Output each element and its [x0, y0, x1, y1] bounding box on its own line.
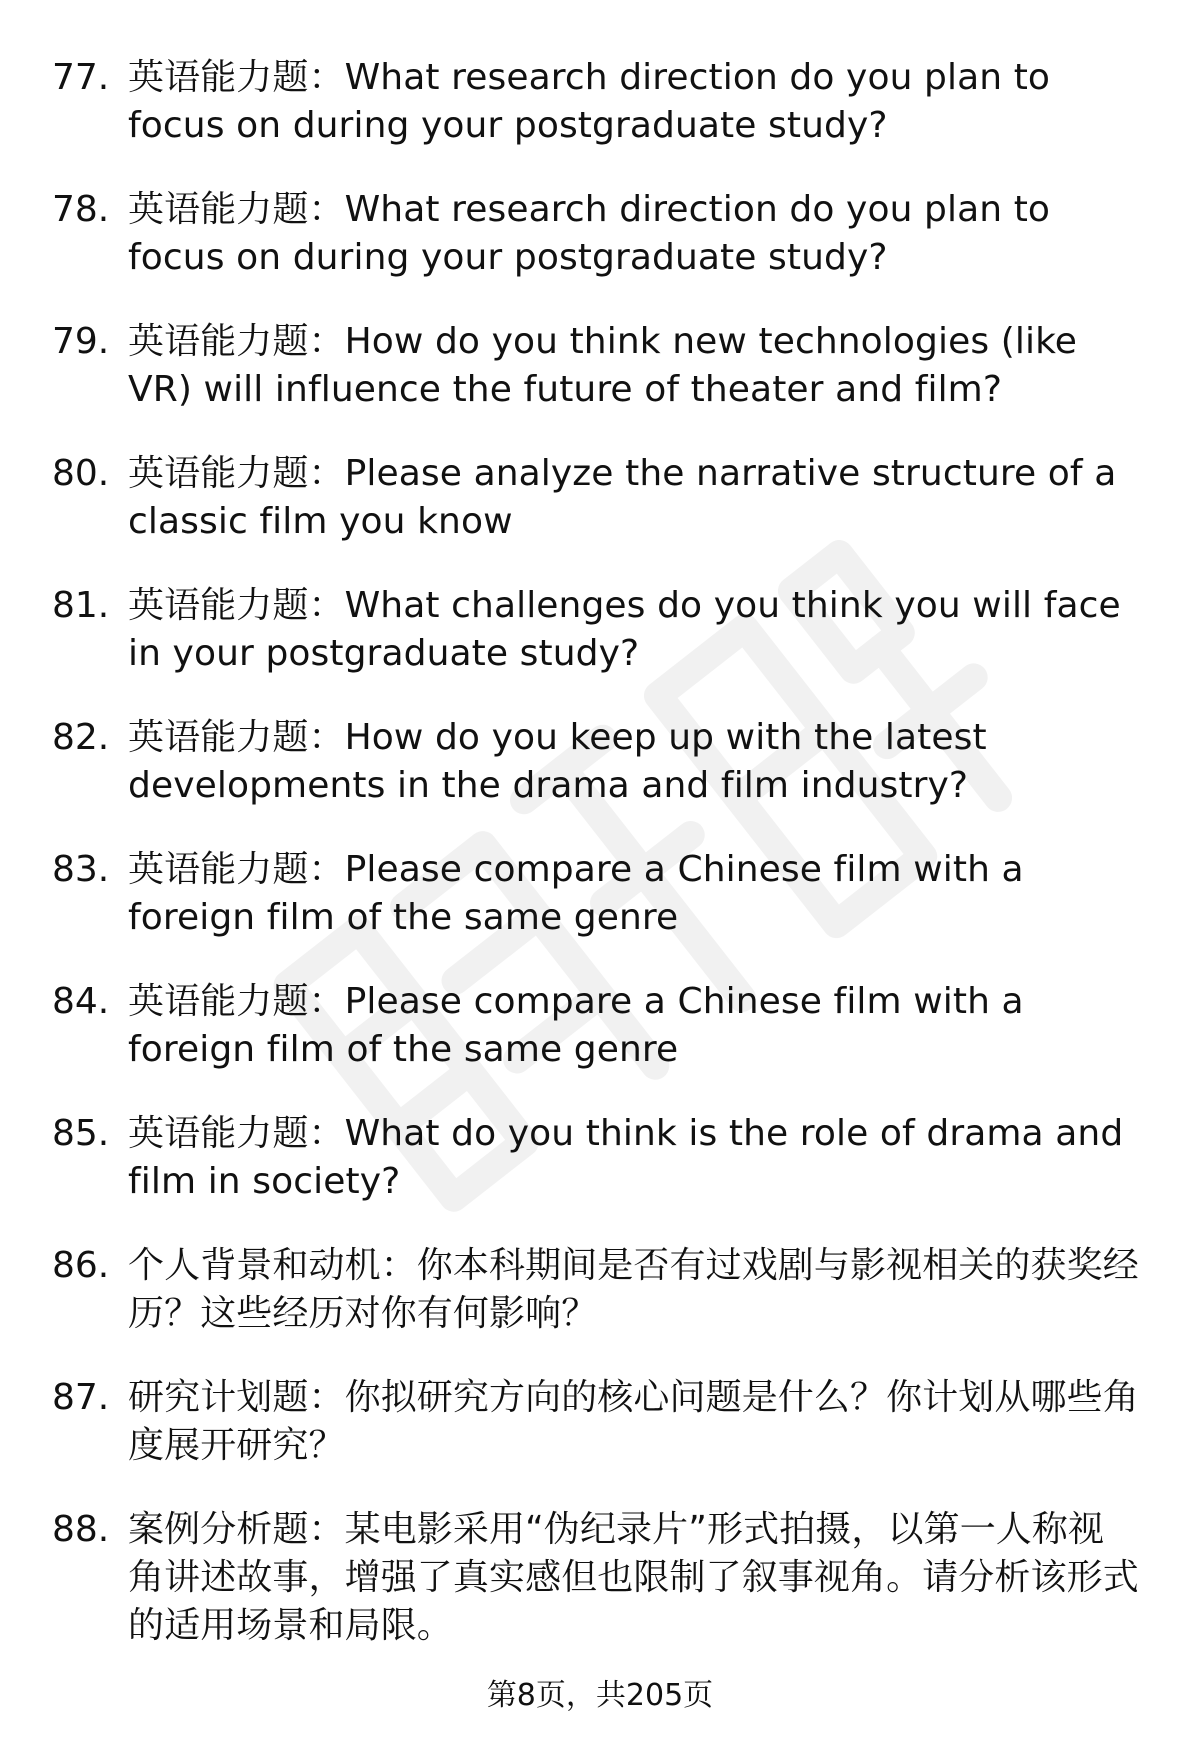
question-item: [0, 714, 1200, 846]
question-number: 87.: [52, 1377, 110, 1418]
question-text: 英语能力题：What research direction do you plan to focus on during your postgraduate study?: [128, 57, 1051, 146]
question-text: 英语能力题：Please compare a Chinese film with a foreign film of the same genre: [128, 981, 1024, 1070]
question-text: 英语能力题：What research direction do you plan to focus on during your postgraduate study?: [128, 189, 1051, 278]
question-text: 研究计划题：你拟研究方向的核心问题是什么？你计划从哪些角度展开研究？: [128, 1377, 1139, 1466]
question-item: [0, 1506, 1200, 1650]
question-text: 英语能力题：Please compare a Chinese film with a foreign film of the same genre: [128, 849, 1024, 938]
question-item: [0, 1374, 1200, 1506]
question-number: 84.: [52, 981, 110, 1022]
question-text: 英语能力题：What challenges do you think you will face in your postgraduate study?: [128, 585, 1121, 674]
question-number: 79.: [52, 321, 110, 362]
question-text: 英语能力题：What do you think is the role of drama and film in society?: [128, 1113, 1124, 1202]
question-number: 81.: [52, 585, 110, 626]
question-item: [0, 582, 1200, 714]
question-text: 个人背景和动机：你本科期间是否有过戏剧与影视相关的获奖经历？这些经历对你有何影响？: [128, 1245, 1139, 1334]
question-number: 88.: [52, 1509, 110, 1550]
question-number: 83.: [52, 849, 110, 890]
question-number: 77.: [52, 57, 110, 98]
question-item: [0, 978, 1200, 1110]
question-text: 案例分析题：某电影采用“伪纪录片”形式拍摄，以第一人称视角讲述故事，增强了真实感但也限制了叙事视角。请分析该形式的适用场景和局限。: [128, 1509, 1139, 1646]
page-footer: 第8页，共205页: [486, 1678, 714, 1713]
question-item: [0, 186, 1200, 318]
question-number: 80.: [52, 453, 110, 494]
question-item: [0, 1110, 1200, 1242]
question-item: [0, 54, 1200, 186]
question-number: 78.: [52, 189, 110, 230]
question-number: 82.: [52, 717, 110, 758]
question-item: [0, 846, 1200, 978]
question-text: 英语能力题：How do you think new technologies (like VR) will influence the future of theater and film?: [128, 321, 1077, 410]
question-item: [0, 450, 1200, 582]
question-text: 英语能力题：How do you keep up with the latest developments in the drama and film industry?: [128, 717, 987, 806]
question-list: [0, 54, 1200, 1650]
question-text: 英语能力题：Please analyze the narrative structure of a classic film you know: [128, 453, 1117, 542]
question-number: 85.: [52, 1113, 110, 1154]
question-item: [0, 1242, 1200, 1374]
question-number: 86.: [52, 1245, 110, 1286]
question-item: [0, 318, 1200, 450]
